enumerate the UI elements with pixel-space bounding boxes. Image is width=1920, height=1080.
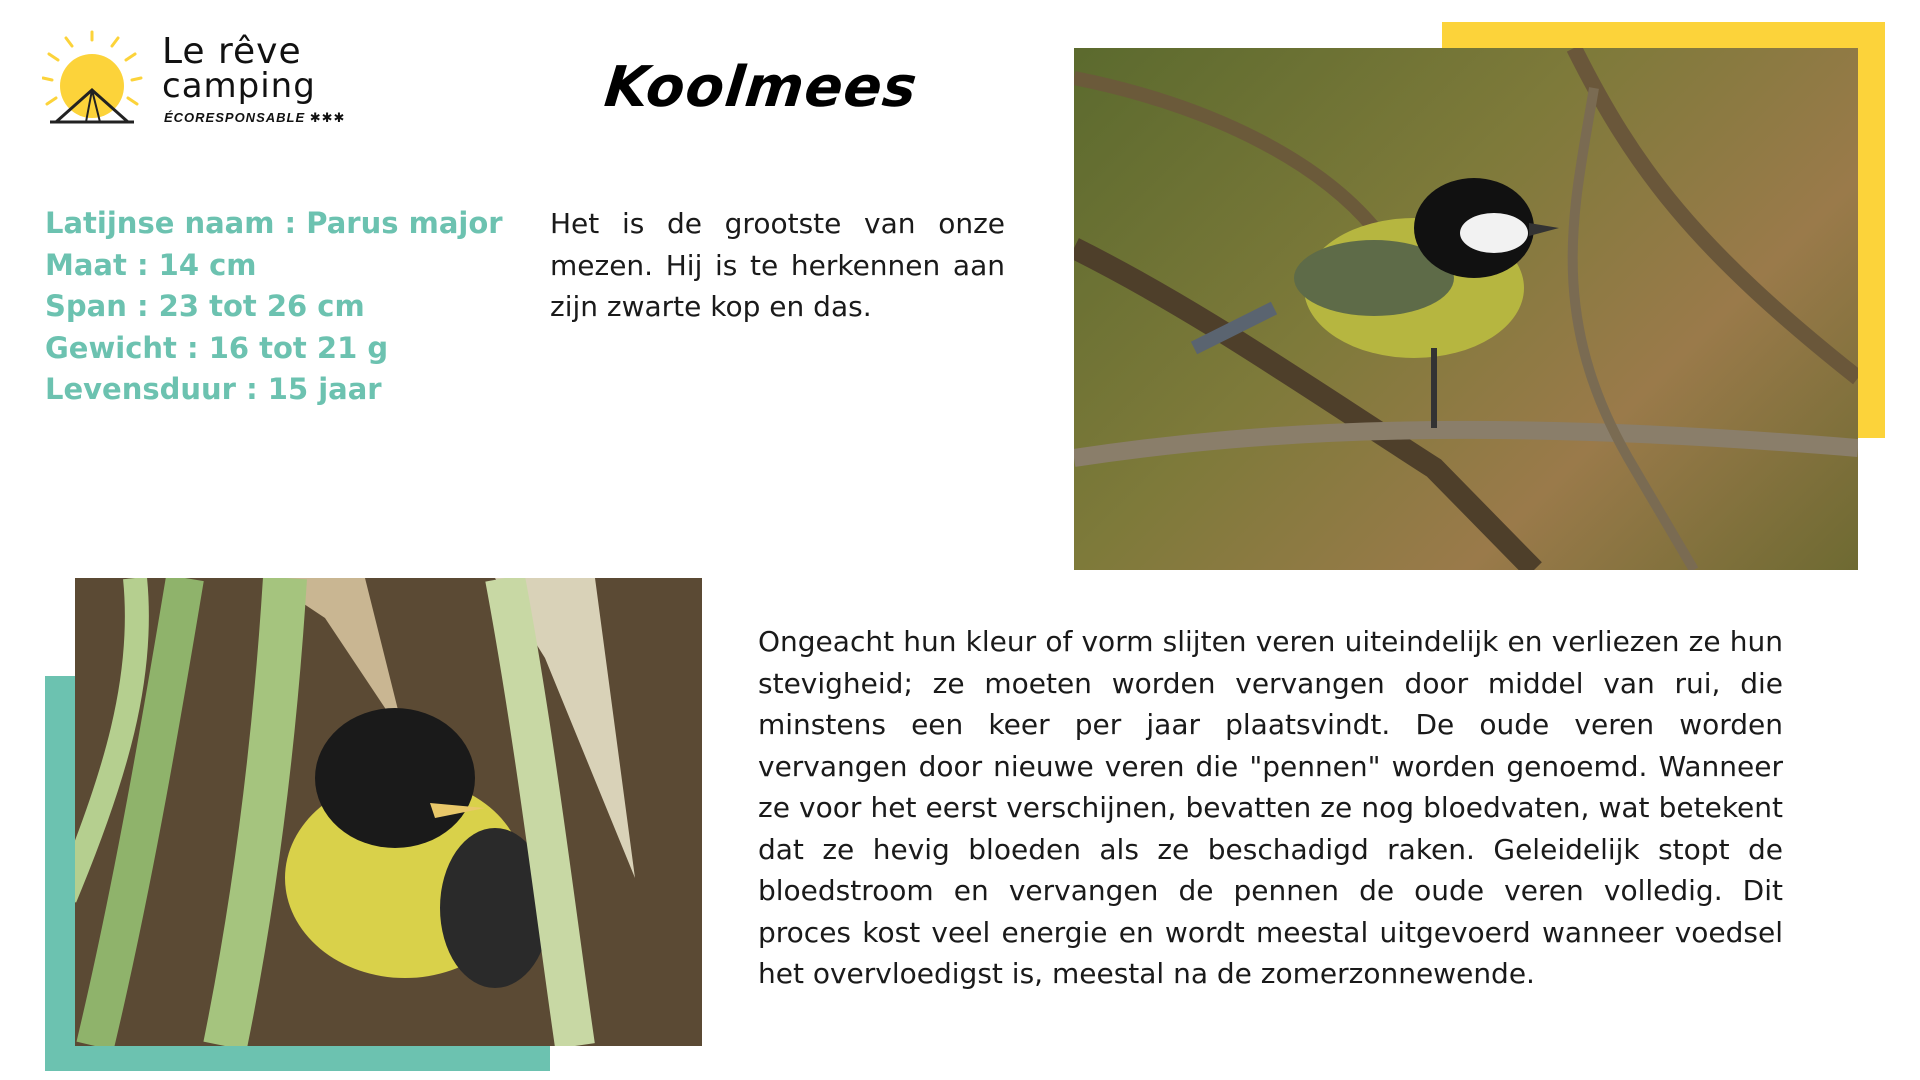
fledgling-photo [75,578,702,1046]
fact-size: Maat : 14 cm [45,247,257,282]
molting-paragraph: Ongeacht hun kleur of vorm slijten veren uiteindelijk en verliezen ze hun stevigheid; ze moeten worden vervangen door middel van rui, die minstens een keer per jaar plaatsvindt. De oude veren worden vervangen door nieuwe veren die "pennen" worden genoemd. Wanneer ze voor het eerst verschijnen, bevatten ze nog bloedvaten, wat betekent dat ze hevig bloeden als ze beschadigd raken. Geleidelijk stopt de bloedstroom en vervangen de pennen de oude veren volledig. Dit proces kost veel energie en wordt meestal uitgevoerd wanneer voedsel het overvloedigst is, meestal na de zomerzonnewende. [758,625,1783,990]
sun-tent-icon [42,30,162,130]
fact-lifespan: Levensduur : 15 jaar [45,372,382,406]
fact-weight: Gewicht : 16 tot 21 g [45,330,389,365]
logo-line-3: ÉCORESPONSABLE ✱✱✱ [164,110,346,125]
page-title: Koolmees [601,55,921,120]
logo-line-1: Le rêve [162,31,302,72]
logo-line-2: camping [162,66,316,106]
logo [42,30,362,130]
great-tit-photo [1074,48,1858,570]
fact-latin-name: Latijnse naam : Parus major [45,206,503,240]
intro-paragraph: Het is de grootste van onze mezen. Hij is te herkennen aan zijn zwarte kop en das. [550,207,1005,323]
fact-span: Span : 23 tot 26 cm [45,289,365,323]
facts-list [45,203,503,411]
